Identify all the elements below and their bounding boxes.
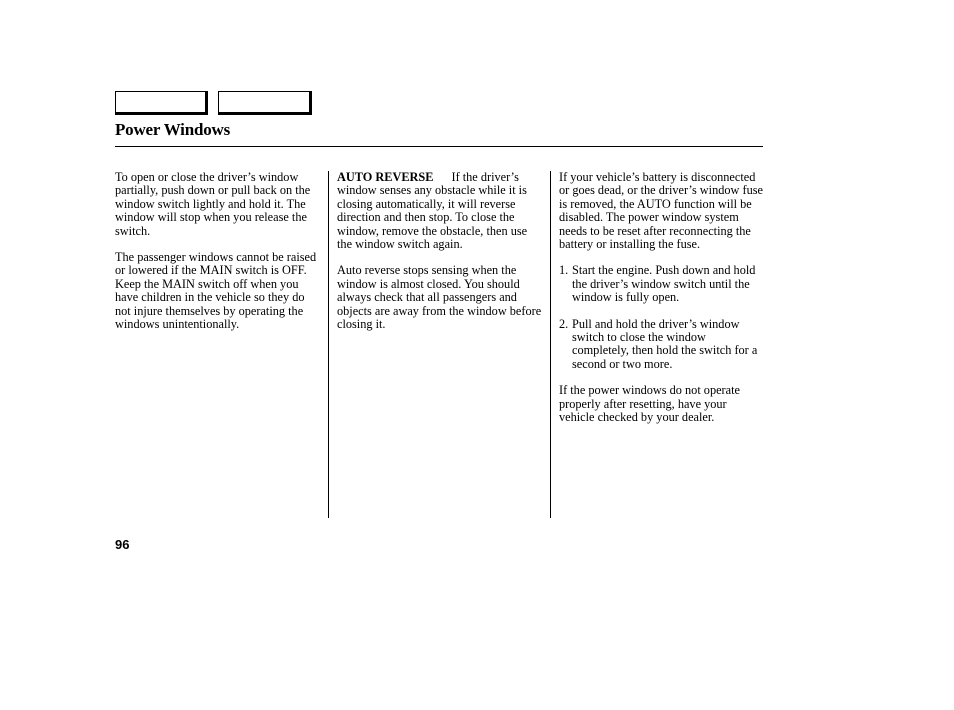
section-tab-1[interactable]	[115, 91, 208, 115]
reset-step-1	[559, 264, 763, 304]
section-tab-2[interactable]	[218, 91, 312, 115]
paragraph-open-close-driver-window: To open or close the driver’s window partially, push down or pull back on the window switch lightly and hold it. The window will stop when you release the switch.	[115, 170, 311, 238]
paragraph-auto-reverse-limit: Auto reverse stops sensing when the window is almost closed. You should always check that all passengers and objects are away from the window before closing it.	[337, 263, 542, 332]
reset-step-2	[559, 318, 763, 372]
auto-reverse-heading: AUTO REVERSE	[337, 170, 434, 184]
paragraph-auto-reverse	[337, 171, 544, 251]
step-text: Start the engine. Push down and hold the driver’s window switch until the window is fully open.	[572, 263, 756, 305]
reset-steps-list	[559, 264, 763, 371]
step-number: 1.	[559, 263, 569, 278]
paragraph-reset-intro: If your vehicle’s battery is disconnected or goes dead, or the driver’s window fuse is removed, the AUTO function will be disabled. The power window system needs to be reset after reconnecting the battery or installing the fuse.	[559, 170, 763, 252]
paragraph-reset-outro: If the power windows do not operate properly after resetting, have your vehicle checked by your dealer.	[559, 383, 740, 425]
page-number: 96	[115, 537, 130, 552]
column-divider-1	[328, 171, 329, 518]
step-number: 2.	[559, 316, 569, 331]
page-title: Power Windows	[115, 120, 231, 139]
step-text: Pull and hold the driver’s window switch to close the window completely, then hold the switch for a second or two more.	[572, 316, 758, 371]
auto-reverse-lead-text: If the driver’s window senses any obstacle while it is closing automatically, it will reverse direction and then stop. To close the window, remove the obstacle, then use the window switch again.	[337, 170, 528, 252]
title-divider	[115, 146, 763, 147]
left-column	[115, 171, 323, 344]
paragraph-passenger-windows-main-switch: The passenger windows cannot be raised or lowered if the MAIN switch is OFF. Keep the MAIN switch off when you have children in the vehicle so they do not injure themselves by operating the windows unintentionally.	[115, 250, 317, 332]
right-column	[559, 171, 763, 438]
column-divider-2	[550, 171, 551, 518]
middle-column	[337, 171, 544, 344]
